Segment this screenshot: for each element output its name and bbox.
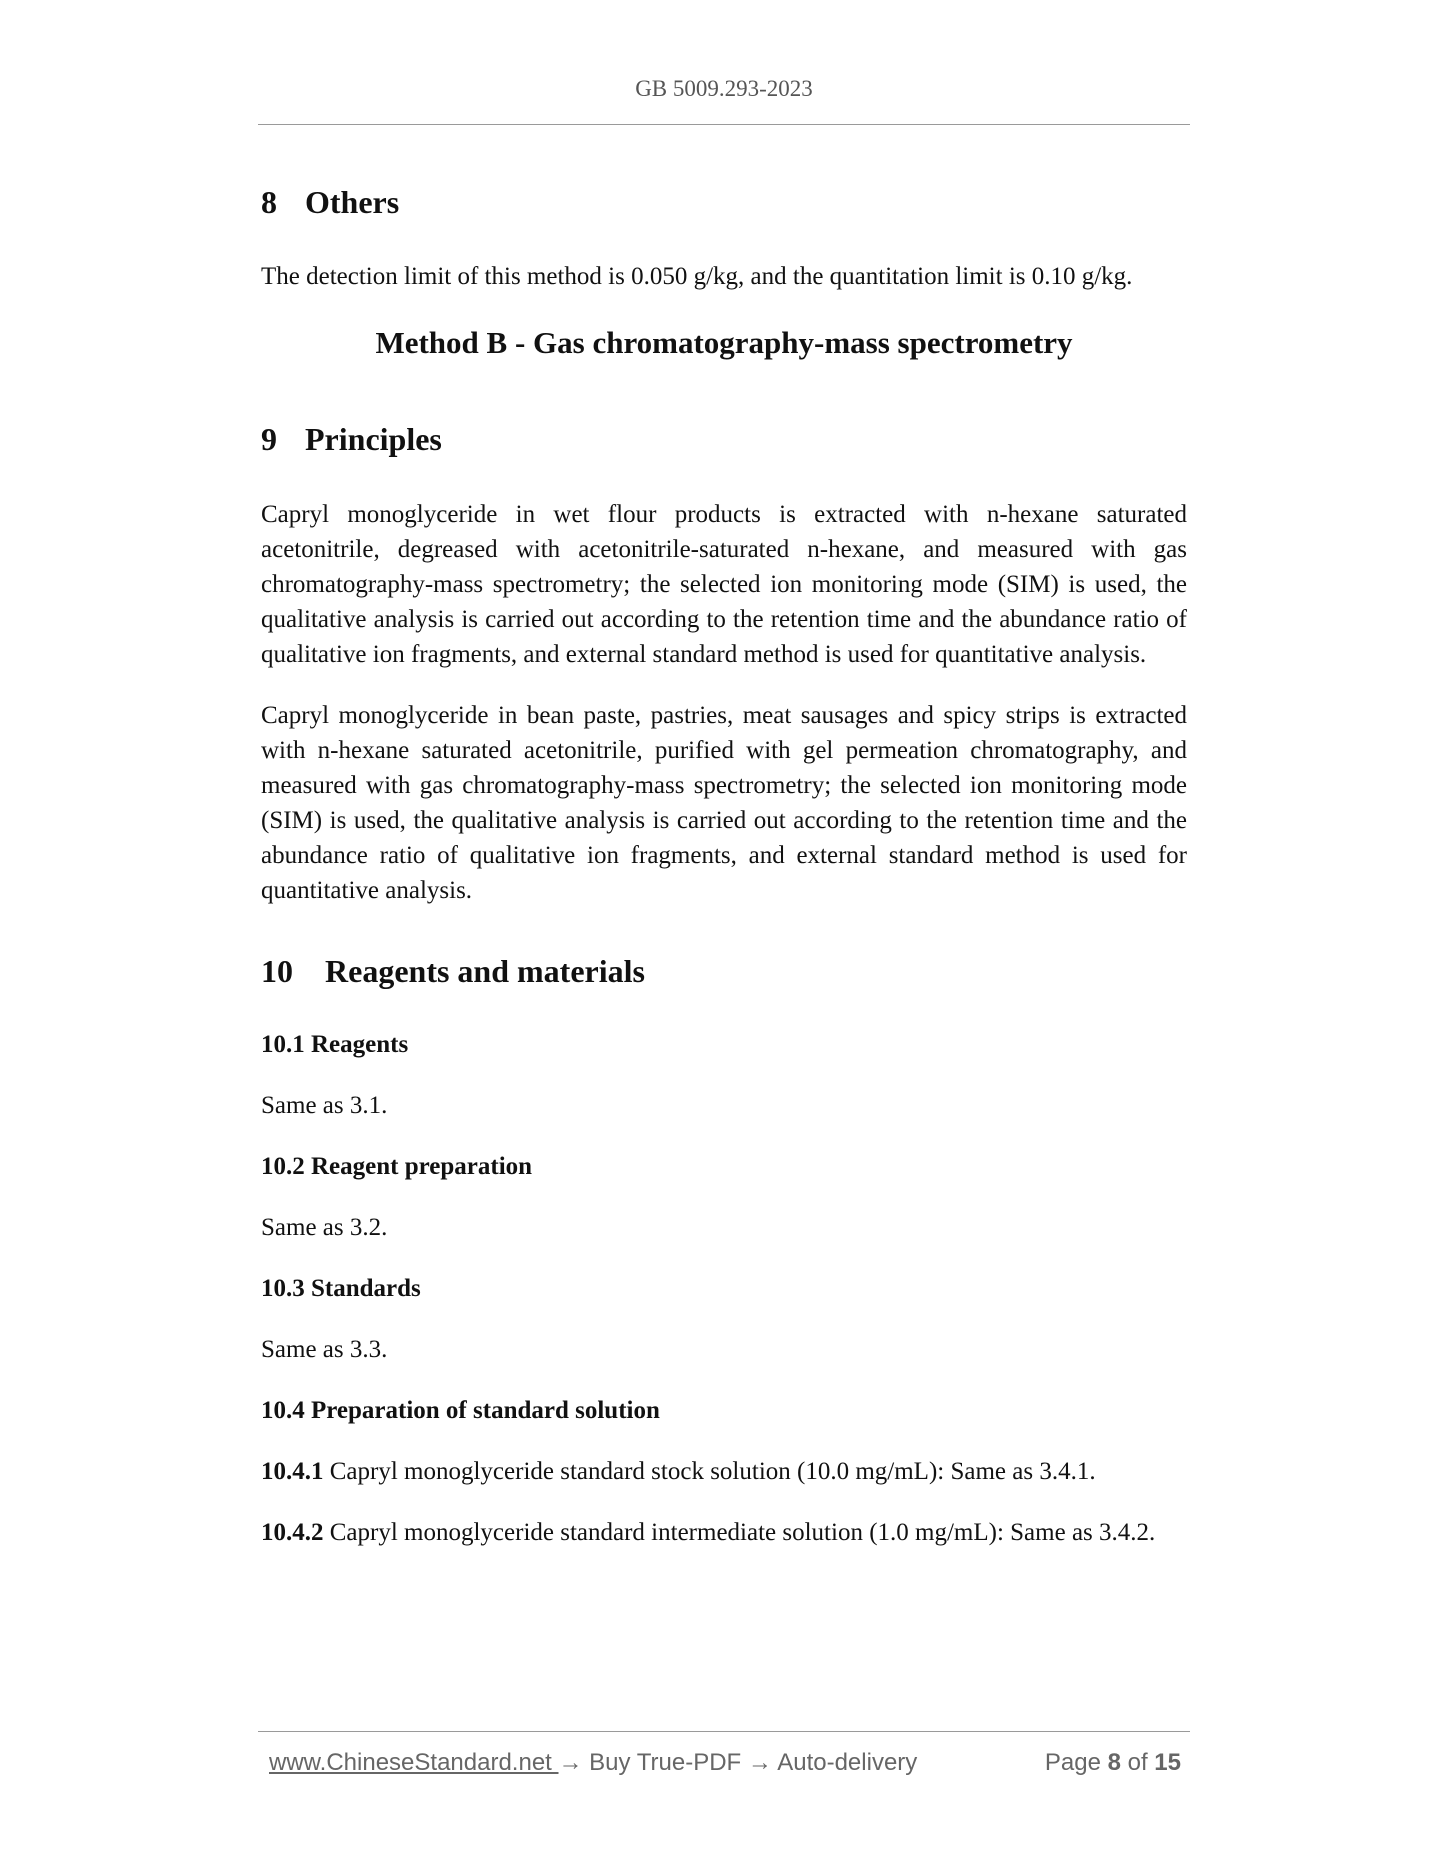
subsection-10-2-title: 10.2 Reagent preparation [261,1153,533,1180]
of-label: of [1120,1749,1155,1776]
item-text: Capryl monoglyceride standard intermediate solution (1.0 mg/mL): Same as 3.4.2. [329,1519,1156,1546]
section-number: 9 [261,421,277,457]
header-divider [258,124,1190,125]
running-header: GB 5009.293-2023 [635,76,813,101]
page-label: Page [1044,1749,1108,1776]
subsection-10-4-title: 10.4 Preparation of standard solution [261,1397,660,1424]
delivery-text: Auto-delivery [771,1749,918,1776]
principles-paragraph-2: Capryl monoglyceride in bean paste, pastries, meat sausages and spicy strips is extracted with n-hexane saturated acetonitrile, purified with gel permeation chromatography, and measured with gas chromatography-mass spectrometry; the selected ion monitoring mode (SIM) is used, the qualitative analysis is carried out according to the retention time and the abundance ratio of qualitative ion fragments, and external standard method is used for quantitative analysis. [261,702,1187,904]
website-link[interactable]: www.ChineseStandard.net [269,1749,559,1776]
arrow-right-icon: → [558,1749,583,1776]
item-number: 10.4.1 [261,1458,324,1485]
page-content [261,178,1187,1550]
item-10-4-2 [261,1515,1187,1550]
page-footer [269,1748,1181,1778]
subsection-10-2-text: Same as 3.2. [261,1214,388,1241]
subsection-10-3-text: Same as 3.3. [261,1336,388,1363]
section-8-text: The detection limit of this method is 0.050 g/kg, and the quantitation limit is 0.10 g/kg. [261,263,1133,290]
section-title: Reagents and materials [325,953,645,989]
page-indicator [1045,1748,1181,1778]
section-8-heading [261,182,1187,222]
subsection-10-3-title: 10.3 Standards [261,1275,421,1302]
item-10-4-1 [261,1454,1187,1489]
arrow-right-icon: → [747,1749,772,1776]
subsection-10-1-text: Same as 3.1. [261,1092,388,1119]
section-number: 8 [261,184,277,220]
section-9-heading [261,419,1187,459]
buy-text: Buy True-PDF [582,1749,748,1776]
section-10-heading [261,951,1187,991]
section-title: Principles [305,421,442,457]
footer-divider [258,1731,1190,1732]
method-b-title: Method B - Gas chromatography-mass spectrometry [375,325,1073,360]
section-number: 10 [261,953,293,989]
item-text: Capryl monoglyceride standard stock solution (10.0 mg/mL): Same as 3.4.1. [329,1458,1096,1485]
section-title: Others [305,184,400,220]
page-current: 8 [1107,1749,1121,1776]
subsection-10-1-title: 10.1 Reagents [261,1031,409,1058]
principles-paragraph-1: Capryl monoglyceride in wet flour products is extracted with n-hexane saturated acetonitrile, degreased with acetonitrile-saturated n-hexane, and measured with gas chromatography-mass spectrometry; the selected ion monitoring mode (SIM) is used, the qualitative analysis is carried out according to the retention time and the abundance ratio of qualitative ion fragments, and external standard method is used for quantitative analysis. [261,501,1187,668]
page-total: 15 [1154,1749,1181,1776]
item-number: 10.4.2 [261,1519,324,1546]
